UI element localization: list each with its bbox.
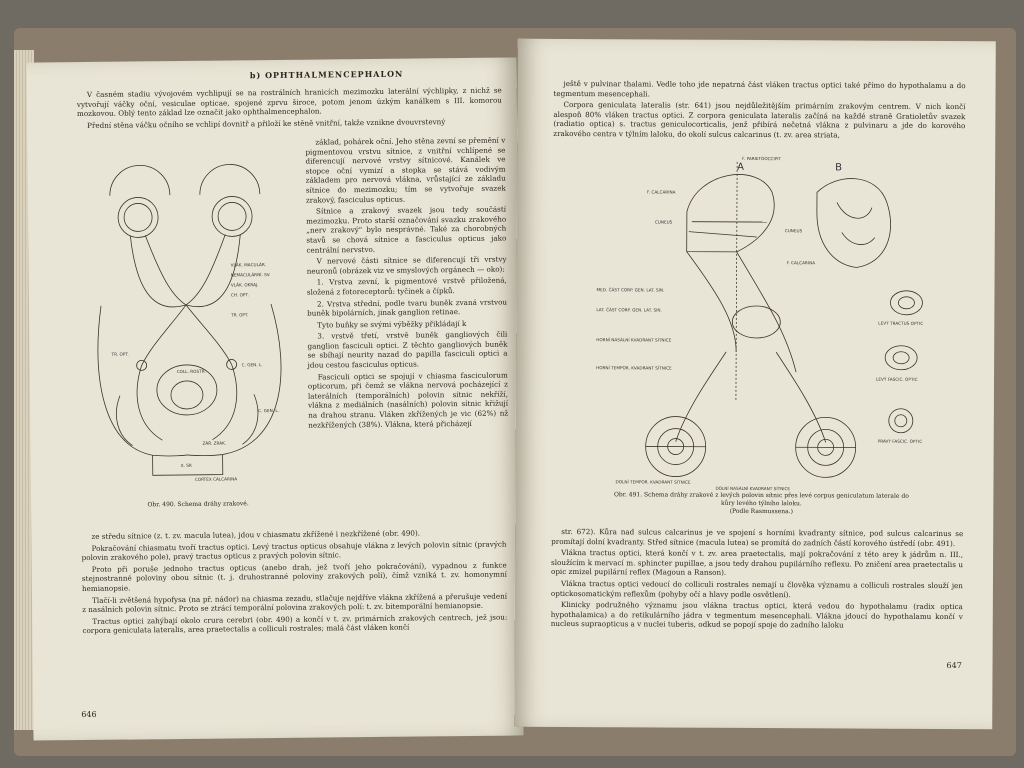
- paragraph: Vlákna tractus optici, která končí v t. zv. area praetectalis, mají pokračování z této arey k jádrům n. III., sloužícím k mervací m. sphincter pupillae, a jsou tedy drahou pupilárního reflexu. Po zničení area praetectalis u opic zmizel pupilární reflex (Magoun a Ranson).: [550, 548, 964, 578]
- paragraph: Pokračování chiasmatu tvoří tractus optici. Levý tractus opticus obsahuje vlákna z levých polovin sítnic (pravých polovin zrakového pole), pravý tractus opticus z pravých polovin sítnic.: [81, 539, 507, 563]
- paragraph: str. 672). Kůra nad sulcus calcarinus je ve spojení s horními kvadranty sítnice, pod sulcus calcarinus se promítají dolní kvadranty. Střed sítnice (macula lutea) se promítá do zadních částí korového ústředí (obr. 491).: [551, 526, 964, 548]
- intro-text: [77, 86, 502, 133]
- figure-label: COLL. ROSTR.: [176, 368, 206, 375]
- figure-label: C. GEN. L.: [241, 362, 263, 368]
- figure-label: CH. OPT.: [230, 292, 249, 298]
- figure-caption-source: (Podle Rasmussena.): [729, 507, 793, 516]
- figure-label: CUNEUS: [784, 228, 803, 234]
- figure-label: X. SR: [180, 462, 192, 468]
- paragraph: Tyto buňky se svými výběžky přikládají k: [317, 318, 467, 330]
- figure-label: DOLNÍ TEMPOR. KVADRANT SÍTNICE: [615, 479, 691, 485]
- left-page: [26, 57, 523, 740]
- figure-label: NEMACULÁRNÍ. SV.: [230, 272, 271, 278]
- figure-label: HORNÍ NASÁLNÍ KVADRANT SÍTNICE: [596, 337, 672, 343]
- figure-label: VLÁK. MACULÁR.: [230, 262, 266, 268]
- figure-label: LEVÝ FASCIC. OPTIC: [876, 376, 918, 382]
- paragraph: Sítnice a zrakový svazek jsou tedy součástí mezimozku. Proto starší označování svazku zrakového „nerv zrakový" bylo nesprávné. Také za chorobných stavů se chová sítnice a fasciculus opticus jako centrální nervstvo.: [306, 204, 507, 255]
- paragraph: Proto při poruše jednoho tractus opticus (anebo drah, jež tvoří jeho pokračování), vypadnou z funkce stejnostranné poloviny obou sítnic (t. j. druhostranné poloviny zrakových polí), čímž vzniká t. zv. homonymní hemianopsie.: [81, 560, 507, 594]
- figure-label: LEVÝ TRACTUS OPTIC: [878, 320, 924, 326]
- paragraph: 2. Vrstva střední, podle tvaru buněk zvaná vrstvou buněk bipolárních, jinak ganglion retinae.: [307, 297, 508, 318]
- paragraph: V nervové části sítnice se diferencují tři vrstvy neuronů (obrázek viz ve smyslových orgánech — oko):: [306, 254, 507, 276]
- paragraph: ze středu sítnice (z. t. zv. macula lutea), jdou v chiasmatu zkřížené i nezkřížené (obr. 490).: [91, 528, 421, 541]
- figure-label: LAT. ČÁST CORP. GEN. LAT. SIN.: [596, 307, 662, 313]
- figure-label: A: [737, 161, 745, 173]
- visual-cortex-diagram: [595, 151, 957, 493]
- page-number: 646: [81, 709, 97, 720]
- paragraph: Tractus optici zahýbají okolo crura cerebri (obr. 490) a končí v t. zv. primárních zrakových centrech, jež jsou: corpora geniculata lateralis, area praetectalis a colliculi rostrales; malá část vláken končí: [82, 612, 508, 636]
- paragraph: Přední stěna váčku očního se vchlipí dovnitř a přiloží ke stěně vnitřní, takže vznikne dvouvrstevný: [87, 116, 446, 130]
- figure-label: ZÁŘ. ZRAK.: [202, 440, 227, 446]
- figure-label: F. PARIETOOCCIPIT: [742, 155, 782, 162]
- paragraph: 3. vrstvě třetí, vrstvě buněk gangliových čili ganglion fasciculi optici. Z těchto gangliových buněk se sbíhají neurity nazad do papilla fasciculi optici a jdou cestou fasciculus opticus.: [307, 329, 508, 370]
- paragraph: Fasciculi optici se spojují v chiasma fasciculorum opticorum, při čemž se vlákna nervová pocházející z laterálních (temporálních) polovin sítnic nekříží, vlákna z mediálních (nasálních) polovin sítnic křižují na drahou stranu. Vláken zkřížených je vic (62%) nž nezkřížených (38%). Vlákna, která přicházejí: [307, 370, 509, 430]
- figure-label: F. CALCARINA: [786, 260, 816, 266]
- figure-label: C. GEN. L.: [258, 407, 280, 414]
- column-text: [305, 136, 508, 432]
- figure-label: HORNÍ TEMPOR. KVADRANT SÍTNICE: [596, 365, 672, 371]
- bottom-text: [81, 528, 507, 638]
- paragraph: Tlačí-li zvětšená hypofysa (na př. nádor) na chiasma zezadu, stlačuje nejdříve vlákna zkřížená a přerušuje vedení z nasálních polovin sítnic. Proto se ztrácí temporální polovina zrakových polí: t. zv. bitemporální hemianopsie.: [82, 591, 508, 615]
- top-text: [553, 79, 965, 143]
- bottom-text: [551, 527, 964, 633]
- figure-label: TR. OPT.: [111, 351, 129, 357]
- page-number: 647: [946, 661, 962, 671]
- paragraph: ještě v pulvinar thalami. Vedle toho jde nepatrná část vláken tractus optici také přímo do hypothalamu a do tegmentum mesencephali.: [553, 78, 966, 99]
- figure-label: CUNEUS: [654, 219, 673, 225]
- figure-label: CORTEX CALCARINA: [194, 476, 238, 482]
- right-page: [514, 39, 996, 729]
- figure-label: PRAVÝ FASCIC. OPTIC: [877, 438, 923, 444]
- figure-label: F. CALCARINA: [646, 189, 676, 195]
- paragraph: 1. Vrstva zevní, k pigmentové vrstvě přiložená, složená z fotoreceptorů: tyčinek a čípků.: [306, 275, 507, 297]
- figure-label: MED. ČÁST CORP. GEN. LAT. SIN.: [596, 287, 665, 293]
- figure-caption: Obr. 491. Schema dráhy zrakové z levých polovin sítnic přes levé corpus geniculatum laterale do kůry levého týlního laloku.: [613, 491, 909, 508]
- paragraph: Corpora geniculata lateralis (str. 641) jsou nejdůležitějším primárním zrakovým centrem. V nich končí alespoň 80% vláken tractus optici. Z corpora geniculata lateralis začíná na každé straně Gratioletův svazek (radiatio optica) s. tractus geniculocorticalis, jenž přibírá nečetná vlákna z pulvinaru a jde do korového zrakového centra v týlním laloku, do okolí sulcus calcarinus (t. zv. area striata,: [553, 100, 966, 140]
- figure-label: B: [835, 162, 843, 174]
- paragraph: základ, pohárek oční. Jeho stěna zevní se přemění v pigmentovou vrstvu sítnice, z vnitřní vchlípené se diferencují nervové vrstvy sítnicové. Kanálek ve stopce oční vymizí a stopka se stává vodivým základem pro nervová vlákna, vrůstající ze základu sítnice do mezimozku; tím se vytvořuje svazek zrakový, fasciculus opticus.: [305, 135, 506, 205]
- figure-label: DOLNÍ NASÁLNÍ KVADRANT SÍTNICE: [715, 485, 791, 492]
- paragraph: V časném stadiu vývojovém vychlipují se na rostrálních hranicích mezimozku laterální výchlipky, z nichž se vytvořují váčky oční, vesiculae opticae, spojené zprvu široce, potom jenom úzkým kanálkem s III. komorou mozkovou. Oblý tento základ lze označit jako ophthalmencephalon.: [76, 85, 502, 119]
- paragraph: Vlákna tractus optici vedoucí do colliculi rostrales nemají u člověka významu a colliculi rostrales slouží jen optickosomatickým reflexům (pohyby očí a hlavy podle osvětlení).: [550, 578, 963, 599]
- paragraph: Klinicky podružného významu jsou vlákna tractus optici, která vedou do hypothalamu (radix optica hypothalamica) a do retikulárního jádra v tegmentum mesencephali. Vlákna jdoucí do hypothalamu končí v nucleus supraopticus a v nuclei tuberis, odkud se popojí spoje do zadního laloku: [550, 600, 963, 630]
- figure-label: TR. OPT.: [231, 312, 249, 318]
- figure-label: VLÁK. OKRAJ.: [230, 282, 259, 288]
- visual-pathway-diagram: [89, 154, 303, 496]
- figure-caption: Obr. 490. Schema dráhy zrakové.: [147, 500, 249, 509]
- section-heading: b) OPHTHALMENCEPHALON: [249, 68, 404, 81]
